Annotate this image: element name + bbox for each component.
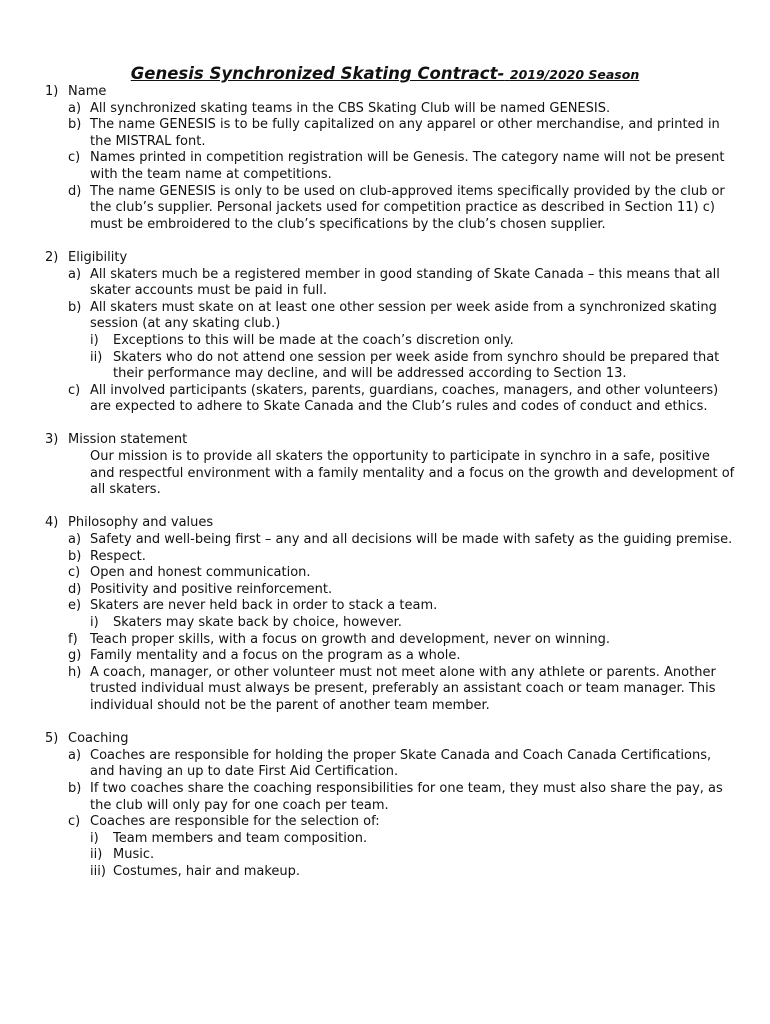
list-item <box>68 565 735 582</box>
sub-item-list <box>68 615 735 632</box>
list-item <box>68 101 735 118</box>
item-label: b) <box>68 548 82 564</box>
section-eligibility <box>45 250 735 416</box>
item-label: a) <box>68 532 82 548</box>
list-item <box>68 665 735 715</box>
item-label: c) <box>68 150 81 166</box>
list-item <box>68 549 735 566</box>
item-text: Respect. <box>90 548 146 564</box>
item-text: All synchronized skating teams in the CBS Skating Club will be named GENESIS. <box>90 100 611 116</box>
item-text: If two coaches share the coaching responsibilities for one team, they must also share the pay, as the club will only pay for one coach per team. <box>90 780 723 813</box>
section-number: 2) <box>45 249 59 265</box>
sub-item-list <box>68 831 735 881</box>
sub-item-label: i) <box>90 830 99 846</box>
item-text: Open and honest communication. <box>90 565 311 581</box>
mission-paragraph: Our mission is to provide all skaters the opportunity to participate in synchro in a safe, positive and respectful environment with a family mentality and a focus on the growth and development of all skaters. <box>90 449 735 498</box>
item-text: A coach, manager, or other volunteer must not meet alone with any athlete or parents. Another trusted individual must always be present, preferably an assistant coach or team manager. This individual should not be the parent of another team member. <box>90 664 716 713</box>
sub-list-item <box>90 615 735 632</box>
item-text: All involved participants (skaters, parents, guardians, coaches, managers, and other volunteers) are expected to adhere to Skate Canada and the Club’s rules and codes of conduct and ethics. <box>90 382 719 415</box>
item-label: d) <box>68 183 82 199</box>
section-number: 3) <box>45 432 59 448</box>
item-text: Teach proper skills, with a focus on growth and development, never on winning. <box>90 631 611 647</box>
section-number: 5) <box>45 731 59 747</box>
section-title: Philosophy and values <box>68 515 214 531</box>
sub-list-item <box>90 333 735 350</box>
section-title: Coaching <box>68 731 129 747</box>
item-label: b) <box>68 299 82 315</box>
sub-item-list <box>68 333 735 383</box>
title-season: 2019/2020 Season <box>509 67 640 82</box>
sub-item-text: Skaters may skate back by choice, however. <box>113 615 402 630</box>
sub-item-text: Team members and team composition. <box>113 830 368 846</box>
section-title: Name <box>68 84 107 99</box>
item-text: Positivity and positive reinforcement. <box>90 581 333 597</box>
item-text: All skaters much be a registered member in good standing of Skate Canada – this means that all skater accounts must be paid in full. <box>90 266 720 299</box>
list-item <box>68 598 735 615</box>
document-title <box>0 64 770 83</box>
item-list <box>45 532 735 715</box>
list-item <box>68 814 735 831</box>
section-heading <box>45 731 735 748</box>
section-number: 4) <box>45 515 59 531</box>
item-text: Safety and well-being first – any and all decisions will be made with safety as the guiding premise. <box>90 532 733 548</box>
section-heading <box>45 84 735 101</box>
item-label: g) <box>68 648 82 664</box>
item-text: Names printed in competition registration will be Genesis. The category name will not be present with the team name at competitions. <box>90 150 725 182</box>
title-main: Genesis Synchronized Skating Contract- <box>130 64 505 83</box>
item-text: Family mentality and a focus on the program as a whole. <box>90 648 461 664</box>
item-label: h) <box>68 664 82 680</box>
section-mission-statement <box>45 432 735 498</box>
item-label: a) <box>68 747 82 763</box>
sub-list-item <box>90 864 735 881</box>
sub-list-item <box>90 847 735 864</box>
list-item <box>68 648 735 665</box>
list-item <box>68 150 735 183</box>
item-label: c) <box>68 565 81 581</box>
item-label: b) <box>68 117 82 133</box>
item-label: a) <box>68 266 82 282</box>
item-label: a) <box>68 100 82 116</box>
sub-item-label: ii) <box>90 847 103 863</box>
sub-list-item <box>90 350 735 383</box>
item-label: c) <box>68 814 81 830</box>
section-philosophy-and-values <box>45 515 735 714</box>
list-item <box>68 532 735 549</box>
item-list <box>45 101 735 234</box>
section-name <box>45 84 735 233</box>
list-item <box>68 632 735 649</box>
section-heading <box>45 515 735 532</box>
list-item <box>68 748 735 781</box>
item-list <box>45 267 735 416</box>
item-label: c) <box>68 382 81 398</box>
sub-list-item <box>90 831 735 848</box>
section-coaching <box>45 731 735 880</box>
sub-item-label: i) <box>90 615 99 630</box>
list-item <box>68 781 735 814</box>
item-text: The name GENESIS is only to be used on club-approved items specifically provided by the club or the club’s supplier. Personal jackets used for competition practice as described in Section 11) c) must be embroidered to the club’s specifications by the club’s chosen supplier. <box>90 183 725 232</box>
list-item <box>68 383 735 416</box>
item-text: Skaters are never held back in order to stack a team. <box>90 598 438 614</box>
item-list <box>45 748 735 881</box>
sub-item-text: Exceptions to this will be made at the coach’s discretion only. <box>113 332 514 348</box>
item-text: All skaters must skate on at least one other session per week aside from a synchronized skating session (at any skating club.) <box>90 299 717 332</box>
sub-item-label: iii) <box>90 863 106 879</box>
sub-item-text: Music. <box>113 847 155 863</box>
sub-item-label: i) <box>90 332 99 348</box>
list-item <box>68 582 735 599</box>
item-text: The name GENESIS is to be fully capitalized on any apparel or other merchandise, and printed in the MISTRAL font. <box>90 117 720 149</box>
item-label: d) <box>68 581 82 597</box>
item-label: b) <box>68 780 82 796</box>
section-title: Eligibility <box>68 249 128 265</box>
section-heading <box>45 250 735 267</box>
list-item <box>68 300 735 333</box>
section-heading <box>45 432 735 449</box>
sub-item-text: Costumes, hair and makeup. <box>113 863 301 879</box>
item-label: f) <box>68 631 78 647</box>
item-text: Coaches are responsible for the selection of: <box>90 814 380 830</box>
item-label: e) <box>68 598 82 614</box>
document-body <box>45 84 735 897</box>
list-item <box>68 267 735 300</box>
list-item <box>68 117 735 150</box>
item-text: Coaches are responsible for holding the proper Skate Canada and Coach Canada Certifications, and having an up to date First Aid Certification. <box>90 747 712 780</box>
list-item <box>68 184 735 234</box>
sub-item-text: Skaters who do not attend one session per week aside from synchro should be prepared that their performance may decline, and will be addressed according to Section 13. <box>113 349 720 382</box>
sub-item-label: ii) <box>90 349 103 365</box>
section-number: 1) <box>45 84 59 99</box>
section-title: Mission statement <box>68 432 188 448</box>
